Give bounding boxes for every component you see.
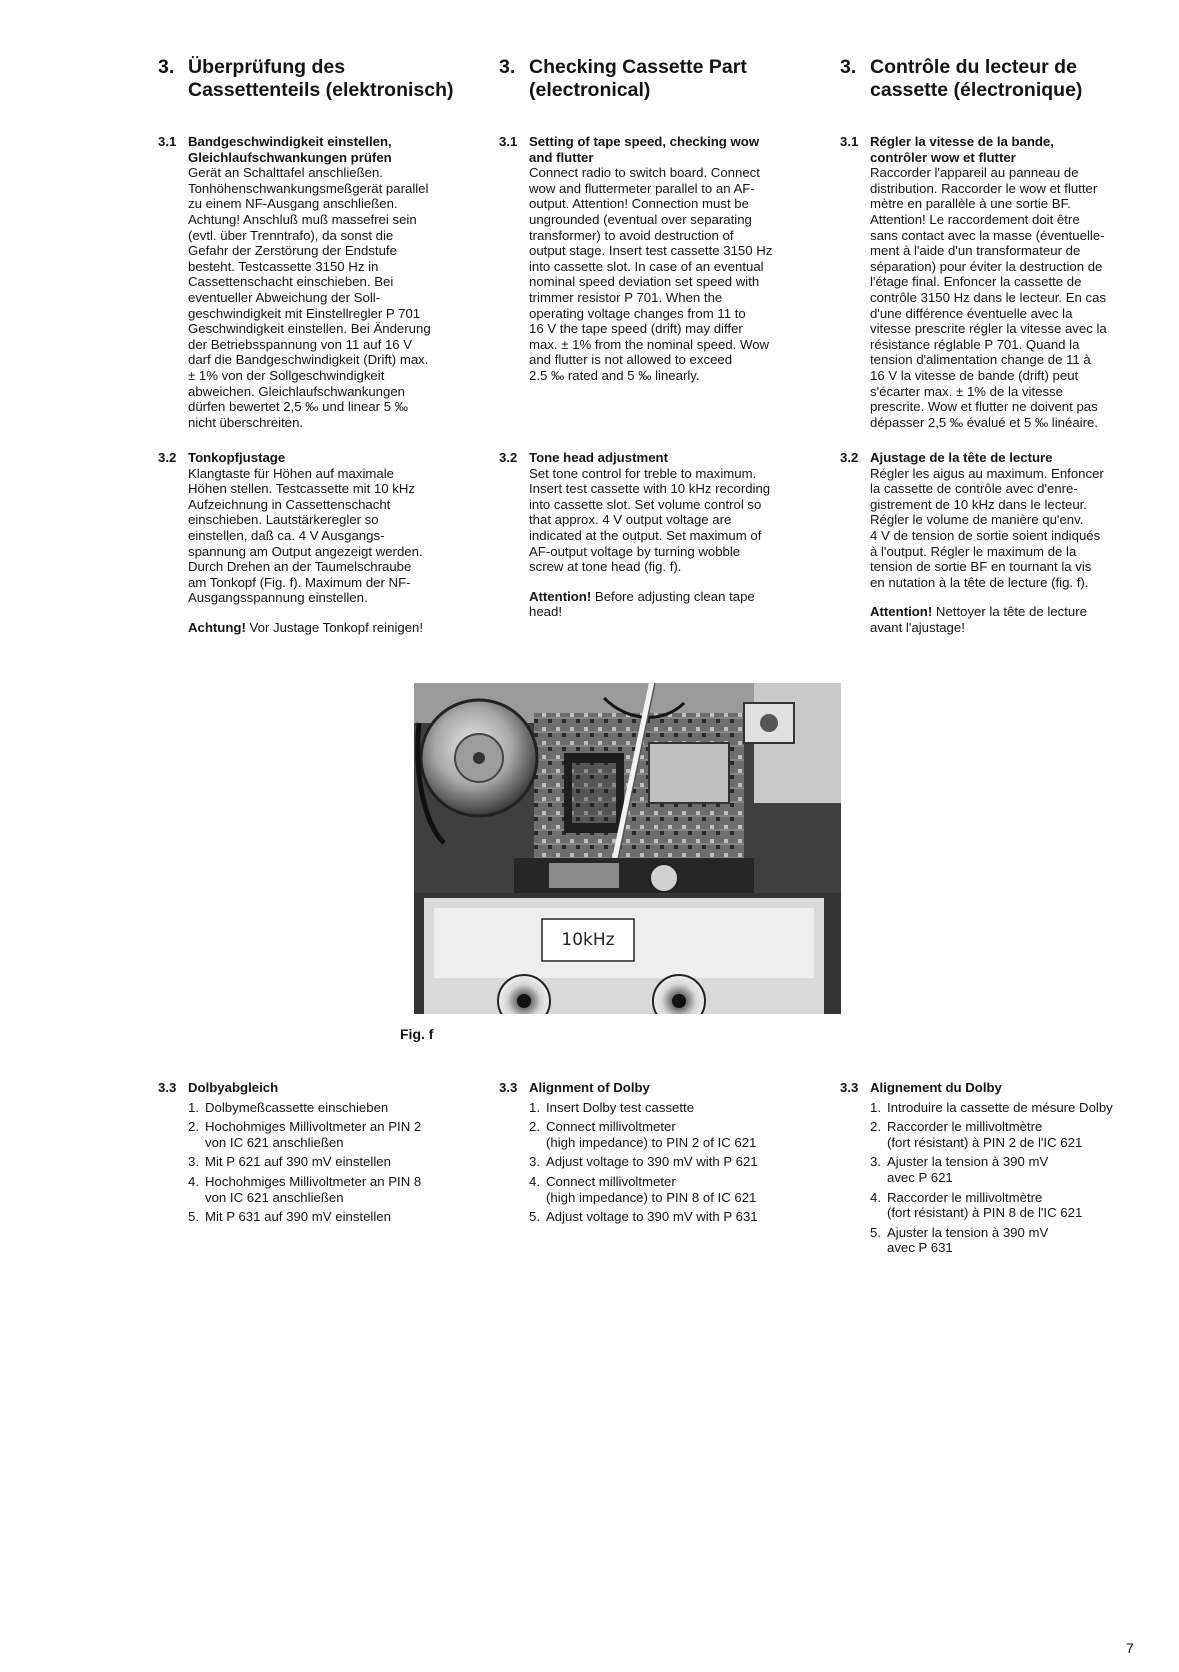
section-3-1-en — [499, 134, 817, 384]
step-list — [529, 1100, 817, 1225]
section-number: 3.1 — [840, 134, 859, 149]
section-number: 3.3 — [840, 1080, 859, 1095]
section-heading: Setting of tape speed, checking wow — [529, 134, 760, 149]
section-number: 3.1 — [499, 134, 518, 149]
section-body: Klangtaste für Höhen auf maximale Höhen stellen. Testcassette mit 10 kHz Aufzeichnung in Cassettenschacht einschieben. Lautstärkeregler so einstellen, daß ca. 4 V Ausgangs- spannung am Output angezeigt werden. Durch Drehen an der Taumelschraube am Tonkopf (Fig. f). Maximum der NF- Ausgangsspannung einstellen. — [188, 465, 423, 606]
title-line: cassette (électronique) — [870, 79, 1083, 101]
section-body: Set tone control for treble to maximum. Insert test cassette with 10 kHz recording into cassette slot. Set volume control so that approx. 4 V output voltage are indicated at the output. Set maximum of AF-output voltage by turning wobble screw at tone head (fig. f). — [529, 465, 771, 575]
step-list — [870, 1100, 1158, 1256]
list-item: 5. Ajuster la tension à 390 mV avec P 631 — [870, 1224, 1049, 1256]
section-heading: Bandgeschwindigkeit einstellen, — [188, 134, 392, 149]
section-number: 3.3 — [158, 1080, 177, 1095]
section-number: 3.2 — [840, 450, 859, 465]
section-body: Raccorder l'appareil au panneau de distribution. Raccorder le wow et flutter mètre en parallèle à une sortie BF. Attention! Le raccordement doit être sans contact avec la masse (éventuelle- ment à l'aide d'un transformateur de séparation) pour éviter la destruction de l'étage final. Enfoncer la cassette de contrôle 3150 Hz dans le lecteur. En cas d'une différence éventuelle avec la vitesse prescrite régler la vitesse avec la résistance réglable P 701. Quand la tension d'alimentation change de 11 à 16 V la vitesse de bande (drift) peut s'écarter max. ± 1% de la vitesse prescrite. Wow et flutter ne doivent pas dépasser 2,5 ‰ évalué et 5 ‰ linéaire. — [870, 165, 1107, 430]
section-heading: Gleichlaufschwankungen prüfen — [188, 149, 392, 165]
section-3-3-fr — [840, 1080, 1158, 1260]
cassette-label-10khz: 10kHz — [561, 930, 615, 950]
list-item: 2. Raccorder le millivoltmètre (fort résistant) à PIN 2 de l'IC 621 — [870, 1119, 1083, 1150]
list-item: 2. Hochohmiges Millivoltmeter an PIN 2 von IC 621 anschließen — [188, 1119, 422, 1150]
section-heading: Tonkopfjustage — [188, 450, 286, 465]
section-3-3-en — [499, 1080, 817, 1229]
section-heading: contrôler wow et flutter — [870, 149, 1016, 165]
title-en — [499, 56, 817, 102]
list-item: 2. Connect millivoltmeter (high impedance) to PIN 2 of IC 621 — [529, 1119, 757, 1150]
section-number: 3.2 — [499, 450, 518, 465]
list-item: 5. Adjust voltage to 390 mV with P 631 — [529, 1209, 758, 1225]
figure-caption: Fig. f — [400, 1026, 434, 1042]
section-number: 3.3 — [499, 1080, 518, 1095]
list-item: 1. Introduire la cassette de mésure Dolby — [870, 1099, 1113, 1115]
step-list — [188, 1100, 476, 1225]
section-3-2-en — [499, 450, 817, 620]
section-heading: Tone head adjustment — [529, 450, 668, 465]
page-number: 7 — [1126, 1640, 1134, 1656]
section-3-2-fr — [840, 450, 1158, 636]
title-line: (electronical) — [529, 79, 651, 101]
section-body: Gerät an Schalttafel anschließen. Tonhöhenschwankungsmeßgerät parallel zu einem NF-Ausgang anschließen. Achtung! Anschluß muß massefrei sein (evtl. über Trenntrafo), da sonst die Gefahr der Zerstörung der Endstufe besteht. Testcassette 3150 Hz in Cassettenschacht einschieben. Bei eventueller Abweichung der Soll- geschwindigkeit mit Einstellregler P 701 Geschwindigkeit einstellen. Bei Änderung der Betriebsspannung von 11 auf 16 V darf die Bandgeschwindigkeit (Drift) max. ± 1% von der Sollgeschwindigkeit abweichen. Gleichlaufschwankungen dürfen bewertet 2,5 ‰ und linear 5 ‰ nicht überschreiten. — [188, 165, 431, 430]
section-body: Régler les aigus au maximum. Enfoncer la cassette de contrôle avec d'enre- gistrement de 10 kHz dans le lecteur. Régler le volume de manière qu'env. 4 V de tension de sortie soient indiqués à l'output. Régler le maximum de la tension de sortie BF en tournant la vis en nutation à la tête de lecture (fig. f). — [870, 465, 1104, 590]
section-heading: and flutter — [529, 149, 594, 165]
list-item: 4. Hochohmiges Millivoltmeter an PIN 8 von IC 621 anschließen — [188, 1173, 422, 1205]
section-number: 3.2 — [158, 450, 177, 465]
section-heading: Alignement du Dolby — [870, 1080, 1002, 1095]
title-number: 3. — [499, 56, 516, 78]
list-item: 5. Mit P 631 auf 390 mV einstellen — [188, 1209, 391, 1225]
title-line: Contrôle du lecteur de — [870, 56, 1077, 78]
list-item: 3. Ajuster la tension à 390 mV avec P 621 — [870, 1154, 1049, 1185]
title-number: 3. — [158, 56, 175, 78]
section-number: 3.1 — [158, 134, 177, 149]
title-line: Überprüfung des — [188, 56, 346, 78]
list-item: 3. Adjust voltage to 390 mV with P 621 — [529, 1154, 758, 1170]
attention-note: Attention! Nettoyer la tête de lecture avant l'ajustage! — [870, 604, 1087, 635]
list-item: 4. Connect millivoltmeter (high impedance) to PIN 8 of IC 621 — [529, 1173, 757, 1205]
title-de — [158, 56, 476, 102]
photo-illustration — [414, 683, 841, 1014]
title-number: 3. — [840, 56, 857, 78]
attention-note: Achtung! Vor Justage Tonkopf reinigen! — [188, 619, 424, 635]
section-3-3-de — [158, 1080, 476, 1229]
list-item: 3. Mit P 621 auf 390 mV einstellen — [188, 1154, 391, 1170]
attention-note: Attention! Before adjusting clean tape head! — [529, 588, 755, 620]
title-fr — [840, 56, 1158, 102]
title-line: Checking Cassette Part — [529, 56, 747, 78]
section-3-2-de — [158, 450, 476, 636]
section-heading: Ajustage de la tête de lecture — [870, 450, 1053, 465]
cassette-mechanism-photo — [414, 683, 841, 1014]
list-item: 1. Dolbymeßcassette einschieben — [188, 1099, 389, 1115]
section-body: Connect radio to switch board. Connect wow and fluttermeter parallel to an AF- output. Attention! Connection must be ungrounded (eventual over separating transformer) to avoid destruction of output stage. Insert test cassette 3150 Hz into cassette slot. In case of an eventual nominal speed deviation set speed with trimmer resistor P 701. When the operating voltage changes from 11 to 16 V the tape speed (drift) may differ max. ± 1% from the nominal speed. Wow and flutter is not allowed to exceed 2.5 ‰ rated and 5 ‰ linearly. — [529, 165, 773, 383]
list-item: 4. Raccorder le millivoltmètre (fort résistant) à PIN 8 de l'IC 621 — [870, 1189, 1083, 1221]
section-heading: Dolbyabgleich — [188, 1080, 279, 1095]
section-3-1-de — [158, 134, 476, 430]
section-heading: Alignment of Dolby — [529, 1080, 650, 1095]
section-3-1-fr — [840, 134, 1158, 430]
section-heading: Régler la vitesse de la bande, — [870, 134, 1054, 149]
list-item: 1. Insert Dolby test cassette — [529, 1099, 695, 1115]
title-line: Cassettenteils (elektronisch) — [188, 79, 454, 101]
